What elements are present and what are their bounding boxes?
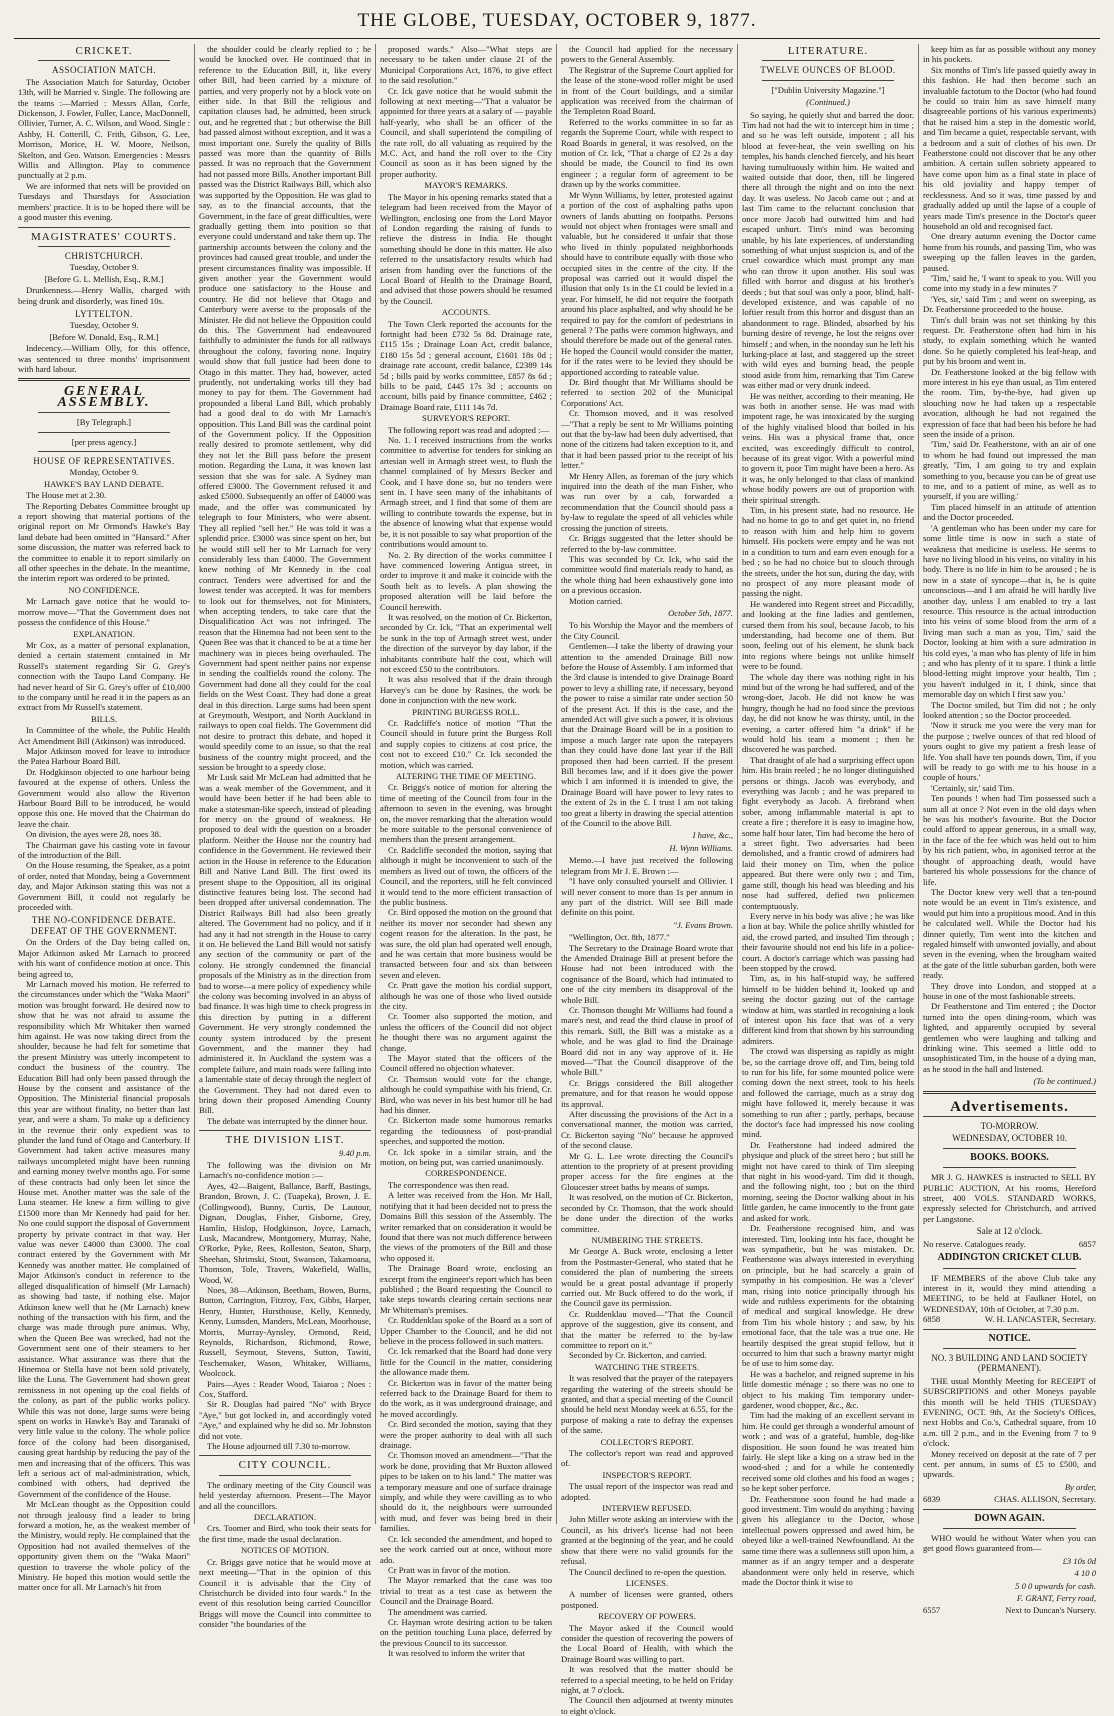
paragraph: It was resolved to inform the writer that: [388, 1648, 525, 1659]
subheading-mayors-remarks: MAYOR'S REMARKS.: [424, 180, 508, 191]
section-heading-general-assembly: GENERAL ASSEMBLY.: [57, 384, 151, 410]
paragraph: keep him as far as possible without any money in his pockets.: [923, 44, 1096, 65]
subheading-declaration: DECLARATION.: [253, 1512, 317, 1523]
paragraph: On the Orders of the Day being called on, Major Atkinson asked Mr Larnach to proceed with his want of confidence motion at once. This being agreed to,: [18, 937, 190, 979]
subheading-no-confidence: NO CONFIDENCE.: [68, 584, 140, 595]
paragraph: Sir R. Douglas had paired "No" with Bryce "Aye," but got locked in, and accordingly voted "Aye," and explained why he did so. Mr Johnston did not vote.: [199, 1399, 371, 1441]
ad-address: Next to Duncan's Nursery.: [1005, 1605, 1096, 1616]
paragraph: Cr. Briggs suggested that the letter should be referred to the by-law committee.: [561, 533, 733, 554]
paragraph: Dr. Featherstone had indeed admired the physique and pluck of the street hero ; but still he might not have cared to think of Tim sleeping that night in his wood-yard. Tim did it though, and the following night, too ; but on the third morning, seeing the Doctor walking about in his little garden, he came innocently to the front gate and asked for work.: [742, 1139, 914, 1223]
section-heading-city-council: CITY COUNCIL.: [238, 1459, 332, 1472]
subheading-altering: ALTERING THE TIME OF MEETING.: [396, 771, 536, 782]
ad-building-text: THE usual Monthly Meeting for RECEIPT of SUBSCRIPTIONS and other Moneys payable this month will be held THIS (TUESDAY) EVENING, OCT. 9th, At the Society's Offices, next Hobbs and Co.'s, Cathedral square, from 10 a.m. till 2 p.m., and in the Evening from 7 to 9 o'clock.: [923, 1375, 1096, 1449]
paragraph: He was neither, according to their meaning. He was both in another sense. He was mad with impotent rage, he was intoxicated by the surging of the highly vitalised blood that boiled in his veins. His was a physical frame that, once excited, was exceedingly difficult to control, because of its great vigor. With a powerful mind to govern it, poor Tim might have been a hero. As it was, he only belonged to that class of mankind whose bodily powers are out of proportion with their spiritual strength.: [742, 390, 914, 505]
paragraph: Crs. Toomer and Bird, who took their seats for the first time, made the usual declaration.: [199, 1523, 371, 1544]
paragraph: proposed wards." Also—"What steps are necessary to be taken under clause 21 of the Municipal Corporations Act, 1876, to give effect to the said resolution.": [380, 44, 552, 86]
paragraph: He was a bachelor, and reigned supreme in his little domestic ménage ; so there was no one to object to his making Tim temporary under-gardener, wood chopper, &c., &c.: [742, 1368, 914, 1410]
divider: [18, 227, 190, 228]
subheading-christchurch: CHRISTCHURCH.: [64, 250, 144, 261]
paragraph: The Doctor smiled, but Tim did not ; he only looked attention ; so the Doctor proceeded.: [923, 699, 1096, 720]
paragraph: Six months of Tim's life passed quietly away in this fashion. He had then become such an invaluable factotum to the Doctor (who had found he could so train him as save himself many disagreeable portions of his various experiments) that he raised him a step in the domestic world, and Tim became a quiet, respectable servant, with a bedroom and a suit of clothes of his own. Dr Featherstone could not discover that he any other ambition. A certain sullen sobriety appeared to have come upon him as a final state in place of his old joviality and happy temper of recklessness. And so it was, time passed by and gradually added up until the lapse of a couple of years made Tim's presence in the Doctor's queer household an old and recognised fact.: [923, 64, 1096, 231]
paragraph: Mr George A. Buck wrote, enclosing a letter from the Postmaster-General, who stated that he considered the plan of numbering the streets would be a great postal advantage if properly carried out. Mr Buck offered to do the work, if the Council gave its permission.: [561, 1246, 733, 1309]
paragraph: Cr. Briggs considered the Bill altogether premature, and for that reason he would oppose its approval.: [561, 1077, 733, 1109]
ad-by-order: By order,: [1064, 1481, 1096, 1492]
paragraph: The Reporting Debates Committee brought up a report showing that material portions of the original report on Mr Ormond's Hawke's Bay land debate had been omitted in "Hansard." After some discussion, the matter was referred back to the committee to enable it to report similarly on all other speeches in the debate. In the meantime, the interim report was ordered to be printed.: [18, 500, 190, 584]
subheading-lyttelton: LYTTELTON.: [75, 308, 133, 319]
divider: [38, 60, 170, 61]
paragraph: Cr. Bird opposed the motion on the ground that neither its mover nor seconder had shewn any cogent reason for the alteration. In the past, he was sure, the old plan had operated well enough, and he was certain that more business would be transacted between four and six than between seven and eleven.: [380, 907, 552, 980]
story-title: TWELVE OUNCES OF BLOOD.: [760, 65, 896, 76]
paragraph: Cr. Ick gave notice that he would submit the following at next meeting—"That a valuator be appointed for three years at a salary of — payable half-yearly, who shall be an officer of the Council, and shall superintend the compiling of the rate roll, do all valuating as required by the M.C. Act, and hand the roll over to the City Council as soon as it has been signed by the proper authority.: [380, 85, 552, 179]
ad-price: 4 10 0: [1074, 1568, 1096, 1579]
telegram-signature: "J. Evans Brown.: [673, 919, 733, 930]
divider: [199, 1455, 371, 1456]
paragraph: "Wellington, Oct. 8th, 1877.": [569, 932, 670, 943]
paragraph: No. 1. I received instructions from the works committee to advertise for tenders for sinking an artesian well in Armagh street west, to flush the channel complained of by Messrs Becker and Cook, and I have done so, but no tenders were sent in. I have seen many of the inhabitants of Armagh street, and I find that some of them are willing to contribute towards the expense, but in the absence of knowing what that expense would be, it is not possible to say what proportion of the contributions would amount to.: [380, 435, 552, 550]
divider: [923, 1329, 1096, 1330]
column-2: [195, 44, 376, 1630]
paragraph: 'Certainly, sir,' said Tim.: [931, 782, 1015, 793]
ad-row: [923, 1314, 1096, 1324]
date-line: Tuesday, October 9.: [69, 320, 139, 331]
ad-down-again-title: DOWN AGAIN.: [974, 1512, 1045, 1524]
paragraph: They drove into London, and stopped at a house in one of the most fashionable streets.: [923, 980, 1096, 1001]
paragraph: It was resolved, on the motion of Cr. Bickerton, seconded by Cr. Thomson, that the work should be done under the direction of the works committee.: [561, 1192, 733, 1234]
paragraph: Major Atkinson moved for leave to introduce the Patea Harbour Board Bill.: [18, 745, 190, 767]
paragraph: Memo.—I have just received the following telegram from Mr J. E. Brown :—: [561, 855, 733, 876]
paragraph: 'Tim,' said Dr. Featherstone, with an air of one to whom he had found out impressed the man greatly, 'Tim, I am going to try and explain something to you, because you can be of great use to me, and to a patient of mine, as well as to yourself, if you are willing.': [923, 439, 1096, 502]
ad-to-morrow: TO-MORROW.: [980, 1121, 1039, 1132]
divider: [38, 412, 170, 413]
paragraph: Cr. Hayman wrote desiring action to be taken on the petition touching Luna place, deferred by the previous Council to its successor.: [380, 1616, 552, 1648]
paragraph: The Mayor in his opening remarks stated that a telegram had been received from the Mayor of Wellington, enclosing one from the Lord Mayor of London regarding the raising of funds to relieve the distress in India. He thought something should be done in this matter. He also referred to the unsatisfactory results which had arisen from handing over the functions of the Local Board of Health to the Drainage Board, and advised that those powers should be resumed by the Council.: [380, 191, 552, 306]
paragraph: It was resolved that the matter should be referred to a special meeting, to be held on Friday night, at 7 o'clock.: [561, 1664, 733, 1695]
ad-row: [923, 1239, 1096, 1249]
letter-signature: H. Wynn Williams.: [669, 842, 733, 853]
paragraph: One dreary autumn evening the Doctor came home from his rounds, and passing Tim, who was sweeping up the fallen leaves in the garden, paused.: [923, 231, 1096, 273]
subheading-watching: WATCHING THE STREETS.: [594, 1361, 700, 1372]
paragraph: The Registrar of the Supreme Court applied for the lease of the stone-wood roller might be used in front of the Court buildings, and a similar application was received from the chairman of the Templeton Road Board.: [561, 64, 733, 117]
paragraph: Tim, in his present state, had no resource. He had no home to go to and get quiet in, no friend to reason with him and help him to govern himself. His pockets were empty and he was not in a condition to turn and earn even enough for a bed ; so he had no choice but to slouch through the streets, under the hot sun, during the day, with no prospect of any more pleasant mode of passing the night.: [742, 505, 914, 599]
paragraph: A number of licenses were granted, others postponed.: [561, 1589, 733, 1610]
before-line: [Before G. L. Mellish, Esq., R.M.]: [44, 273, 164, 284]
paragraph: To his Worship the Mayor and the members of the City Council.: [561, 620, 733, 641]
ad-signature: W. H. LANCASTER, Secretary.: [984, 1314, 1096, 1325]
paragraph: Tim had the making of an excellent servant in him. He could get through a wonderful amount of work ; and was of a grateful, humble, dog-like disposition. He soon found he was treated him fairly. He slept like a king on a straw bed in the wood-shed ; and for a while he contentedly received some old clothes and his food as wages ; so he kept sober perforce.: [742, 1410, 914, 1494]
paragraph: 'Yes, sir,' said Tim ; and went on sweeping, as Dr. Featherstone proceeded to the house.: [923, 293, 1096, 315]
ad-row: [923, 1605, 1096, 1615]
paragraph: It was resolved, on the motion of Cr. Bickerton, seconded by Cr. Ick, "That an experimental well be sunk in the top of Armagh street west, under the direction of the surveyor by day labor, if the inhabitants contribute half the cost, which will not exceed £50 to the contributors.: [380, 611, 552, 674]
section-heading-cricket: CRICKET.: [75, 45, 133, 57]
ad-addington-text: IF MEMBERS of the above Club take any interest in it, would they mind attending a MEETING, to be held at Faulkner Hotel, on WEDNESDAY, 10th of October, at 7.30 p.m.: [923, 1272, 1096, 1314]
paragraph: Cr Pratt was in favor of the motion.: [388, 1564, 511, 1575]
ad-down-text: WHO would be without Water when you can get good flows guaranteed from—: [923, 1533, 1096, 1554]
paragraph: No. 2. By direction of the works committee I have commenced lowering Antigua street, in order to improve it and make it coincide with the South belt as to levels. A plan showing the proposed alteration will be laid before the Council herewith.: [380, 549, 552, 612]
paragraph: It was resolved that the prayer of the ratepayers regarding the watering of the streets should be granted, and that a special meeting of the Council should be held next Monday week at 6.55, for the purpose of making a rate to defray the expenses of the same.: [561, 1373, 733, 1436]
divider: [38, 451, 170, 452]
subheading-association-match: ASSOCIATION MATCH.: [51, 65, 156, 76]
column-1: [14, 44, 195, 1593]
ad-signature: CHAS. ALLISON, Secretary.: [994, 1494, 1096, 1505]
divider: [762, 80, 894, 81]
paragraph: the shoulder could be clearly replied to ; he would be knocked over. He continued that in reference to the Education Bill, it, like every other Bill, had been carried by a mixture of parties, and very properly not by a block vote on either side. In that Bill the religious and capitation clauses had, he admitted, been struck out, and he regretted that ; but otherwise the Bill had passed almost without exception, and it was a most important one. Surely the quality of Bills passed was more than the quantity of Bills passed. It was no reproach that the Government had not passed more Bills. Another important Bill passed was the District Railways Bill, which also was supported by the Opposition. He was glad to say, as to the financial accounts, that the Government, in the face of great difficulties, were gradually getting them into position so that everyone could understand and take them up. The partnership accounts between the colony and the provinces had caused great trouble, and under the present circumstances finality was impossible. If given another year the Government would produce one satisfactory to the House and country. He did not believe that Otago and Canterbury were averse to the proposals of the Minister. He did not believe the Opposition could do this. The Government had endeavoured faithfully to administer the funds for all railways throughout the colony, favoring none. Inquiry would show that full justice had been done to Otago in this matter. They had, however, acted prudently, not undertaking works till they had money to pay for them. The Government had propounded a liberal Land Bill, which probably had a good deal to do with Mr Larnach's opposition. This Land Bill was the cardinal point of the Government policy. If the Opposition really desired to promote settlement, why did they not let the Bill pass before the present motion. Regarding the Luna, it was known last session that she was for sale. A Sydney man offered £3000. The Government refused it and asked £5000. Subsequently an offer of £4000 was made, and the offer was communicated by telegraph to four Ministers, who were absent. They all replied "sell her." He was told it was a splendid price. £3000 was since spent on her, but he would still sell her to Mr Larnach for very considerably less than £4000. The Government knew nothing of Mr Kennedy in the coal contract. Tenders were advertised for and the lowest tender was accepted. It was for members to look out for themselves, not for Ministers, when accepting tenders, to take care that the Disqualification Act was not infringed. The reason that the Hinemoa had not been sent to the Queen Bee was that it chanced to be at a time her machinery was in pieces being overhauled. The Government had spent neither pains nor expense in sending the coalfields round the colony. The Government had done all they could for the coal fields on the West Coast. They had done a great deal in this direction. Large sums had been spent at Greymouth, Westport, and North Auckland in railways to open coal fields. The Government did not desire to protract this debate, and hoped it would speedily come to an issue, so that the real business of the country might proceed, and the session be brought to a speedy close.: [199, 44, 371, 773]
column-5: [738, 44, 919, 1587]
ad-sale-time: Sale at 12 o'clock.: [976, 1226, 1043, 1237]
paragraph: The Mayor stated that the officers of the Council offered no objection whatever.: [380, 1053, 552, 1074]
paragraph: Dr. Featherstone soon found he had made a good investment. Tim would do anything ; having given his allegiance to the Doctor, whose intellectual powers oppressed and awed him, he obeyed like a well-trained Newfoundland. At the same time there was a sullenness still upon him, a manner as if an angry temper and a desperate abandonment were only held in reserve, which made the Doctor think it wise to: [742, 1493, 914, 1587]
paragraph-pairs: Pairs—Ayes : Reader Wood, Taiaroa ; Noes : Cox, Stafford.: [199, 1378, 371, 1399]
paragraph: The House met at 2.30.: [26, 490, 107, 501]
paragraph: Mr G. L. Lee wrote directing the Council's attention to the propriety of at present providing proper access for the fire engines at the Gloucester street baths by means of sumps.: [561, 1150, 733, 1192]
paragraph: Cr. Ick remarked that the Board had done very little for the Council in the matter, considering the allowance made them.: [380, 1346, 552, 1378]
paragraph: On division, the ayes were 28, noes 38.: [26, 829, 162, 840]
paragraph: Every nerve in his body was alive ; he was like a lion at bay. While the police shrilly whistled for aid, the crowd parted, and insulted Tim through ; their favourite should not end his life in a police-court. A doctor's carriage which was passing had been stopped by the crowd.: [742, 910, 914, 973]
ad-number: 6857: [1078, 1238, 1096, 1249]
paragraph: On the House resuming, the Speaker, as a point of order, noted that Monday, being a Government day, and Major Atkinson stating this was not a Government Bill, it could not regularly be proceeded with.: [18, 860, 190, 913]
paragraph: the Council had applied for the necessary powers to the General Assembly.: [561, 44, 733, 65]
subheading-correspondence: CORRESPONDENCE.: [425, 1168, 507, 1179]
paragraph: The Mayor remarked that the case was too trivial to treat as a test case as between the Council and the Drainage Board.: [380, 1575, 552, 1607]
paragraph: Cr. Thomson moved an amendment—"That the work be done, providing that Mr Buxton allowed pipes to be taken on to his land." The matter was a temporary measure and one of surface drainage simply, and while they were cavilling as to who should do it, the neighbours were surrounded with mud, and fever was being bred in their families.: [380, 1450, 552, 1534]
paragraph: Cr. Toomer also supported the motion, and unless the officers of the Council did not object he thought there was no argument against the change.: [380, 1011, 552, 1053]
before-line: [Before W. Donald, Esq., R.M.]: [49, 331, 159, 342]
paragraph: Gentlemen—I take the liberty of drawing your attention to the amended Drainage Bill now before the House of Assembly. I am informed that the 3rd clause is intended to give Drainage Board power to levy a shilling rate, if necessary, beyond the power to raise a similar rate under section 50 of the present Act. If this is the case, and the amended Act will give such a power, it is obvious that the Drainage Board will be in a position to impose a much larger rate upon the ratepayers than they could have done last year if the Bill proposed then had been carried. If the present Bill becomes law, and if it does give the power which I am informed it is intended to give, the Drainage Board will have power to levy rates to the extent of 2s in the £. I trust I am not taking too great a liberty in drawing the special attention of the Council to the above Bill.: [561, 641, 733, 829]
paragraph: 'Now it struck me you were the very man for the purpose ; twelve ounces of that red blood of yours ought to give my patient a fresh lease of life. You shall have ten pounds down, Tim, if you will be ready to go with me to his house in a couple of hours.': [923, 720, 1096, 783]
paragraph: Dr Featherstone and Tim entered ; the Doctor turned into the open dining-room, which was lighted, and apparently occupied by several gentlemen who were laughing and talking and drinking wine. This seemed a little odd to unsophisticated Tim, in the house of a dying man, as he stood in the hall and listened.: [923, 1001, 1096, 1074]
paragraph: Drunkenness.—Henry Wallis, charged with being drunk and disorderly, was fined 10s.: [18, 285, 190, 306]
paragraph: The Association Match for Saturday, October 13th, will be Married v. Single. The following are the teams :—Married : Messrs Allan, Corfe, Dickenson, J. Fowler, Fuller, Lance, MacDonnell, Ollivier, Turner, A. C. Wilson, and Wood. Single : Ashby, H. Cotterill, C. Frith, Gibson, G. Lee, Morrison, Morice, H. W. Moore, Neilson, Skelton, and Geo. Watson. Emergencies : Messrs Willis and Allington. Play to commence punctually at 2 p.m.: [18, 76, 190, 181]
paragraph: Motion carried.: [569, 595, 623, 606]
paragraph: The Chairman gave his casting vote in favour of the introduction of the Bill.: [18, 839, 190, 861]
subheading-recovery: RECOVERY OF POWERS.: [598, 1611, 696, 1622]
paragraph: Tim placed himself in an attitude of attention and the Doctor proceeded.: [923, 501, 1096, 523]
paragraph: The following was the division on Mr Larnach's no-confidence motion :—: [199, 1160, 371, 1181]
divider: [199, 1130, 371, 1131]
paragraph: He wandered into Regent street and Piccadilly, and looking at the fine ladies and gentlemen, cursed them from his soul, because Jacob, to his understanding, had become one of them. But soon, feeling out of his element, he slunk back into regions where beings not unlike himself were to be found.: [742, 598, 914, 672]
ad-building-title: NO. 3 BUILDING AND LAND SOCIETY (PERMANENT).: [931, 1352, 1088, 1374]
paragraph: Mr Lusk said Mr McLean had admitted that he was a weak member of the Government, and it would have been better if he had been able to make a statesman-like speech, instead of pleading for mercy on the ground of weakness. He proposed to deal with the question on a broader platform. Neither the House nor the country had confidence in the Government. He reviewed their action in the House in reference to the Education Bill and Native Land Bill. The first owed its present shape to the Opposition, all its original distinctive features being lost. The second had been dropped after universal condemnation. The District Railways Bill had also been greatly altered. The Government had no policy, and if it had any it had not strength in the House to carry it on. He believed the Land Bill would not satisfy any section of the community or part of the colony. He strongly condemned the financial proposals of the Ministry as in the direction from bad to worse—a mere policy of expediency while the colony was becoming involved in an abyss of bad finance. It was high time to check progress in this direction by putting in a different Government. He very strongly condemned the county system introduced by the present Government, and the manner they had administered it. In Auckland the system was a complete failure, and main roads were falling into a lamentable state of decay through the neglect of the Government. They had not dared even to bring down their proposed Amending County Bill.: [199, 772, 371, 1116]
ad-number: 6839: [923, 1494, 941, 1505]
divider: [943, 1268, 1076, 1269]
ad-price: £3 10s 0d: [1062, 1555, 1096, 1566]
ad-row: [923, 1494, 1096, 1504]
paragraph: Cr. Ick seconded the amendment, and hoped to see the work carried out at once, without more ado.: [380, 1533, 552, 1565]
paragraph-noes: Noes, 38—Atkinson, Beetham, Bowen, Burns, Button, Carrington, Fitzroy, Fox, Gibbs, Harper, Henry, Hunter, Hursthouse, Kelly, Kennedy, Kenny, Lumsden, Manders, McLean, Moorhouse, Morris, Murray-Aynsley, Ormond, Reid, Reynolds, Richardson, Richmond, Rowe, Russell, Seymour, Stevens, Sutton, Tawiti, Teschemaker, Wason, Whitaker, Williams, Woolcock.: [199, 1284, 371, 1379]
ad-building-text-2: Money received on deposit at the rate of 7 per cent. per annum, in sums of £5 to £500, and upwards.: [923, 1448, 1096, 1480]
divider: [923, 1509, 1096, 1510]
time-line: 9.40 p.m.: [339, 1147, 371, 1158]
subheading-surveyor: SURVEYOR'S REPORT.: [421, 413, 511, 424]
date-line: Tuesday, October 9.: [69, 262, 139, 273]
paragraph: Referred to the works committee in so far as regards the Supreme Court, while with respect to Road Boards in general, it was resolved, on the motion of Cr. Ick, "That a charge of £2 2s a day should be made, the Council to find its own engineer ; a regular form of agreement to be drawn up by the works committee.: [561, 116, 733, 190]
paragraph: In Committee of the whole, the Public Health Act Amendment Bill (Atkinson) was introduced.: [18, 725, 190, 746]
ad-reserve: No reserve. Catalogues ready.: [923, 1238, 1026, 1249]
paragraph: After discussing the provisions of the Act in a conversational manner, the motion was carried, Cr. Bickerton saying "No" because he approved of the second clause.: [561, 1109, 733, 1151]
subheading-explanation: EXPLANATION.: [73, 628, 135, 639]
subheading-interview: INTERVIEW REFUSED.: [602, 1503, 692, 1514]
masthead-rule: [14, 38, 1100, 39]
letter-date: October 5th, 1877.: [668, 607, 733, 618]
double-rule: [18, 378, 190, 381]
letter-closing: I have, &c.,: [692, 830, 733, 841]
ad-notice-title: NOTICE.: [988, 1332, 1031, 1344]
paragraph: Cr. Ruddenklau spoke of the Board as a sort of Upper Chamber to the Council, and he did not believe in the process followed in such matters.: [380, 1315, 552, 1346]
paragraph: Cr. Thomson thought Mr Williams had found a mare's nest, and read the third clause in proof of this remark. Still, the Bill was a mistake as a whole, and he was glad to find the Drainage Board did not in any way approve of it. He moved—"That the Council disapprove of the whole Bill.": [561, 1004, 733, 1078]
ad-number: 6858: [923, 1314, 941, 1325]
paragraph: A letter was received from the Hon. Mr Hall, notifying that it had been decided not to press the Domains Bill this session of the Assembly. The writer remarked that on consideration it would be found that there was not much difference between the views of the promoters of the Bill and those who opposed it.: [380, 1190, 552, 1263]
ad-number: 6557: [923, 1605, 941, 1616]
telegraph-line: [By Telegraph.]: [76, 417, 132, 428]
double-rule: [923, 1091, 1096, 1094]
divider: [923, 1116, 1096, 1117]
paragraph: The Drainage Board wrote, enclosing an excerpt from the engineer's report which has been published ; the Board requesting the Council to take steps towards clearing certain sections near Mr Whiteman's premises.: [380, 1263, 552, 1315]
paragraph: Cr. Bird seconded the motion, saying that they were the proper authority to deal with all such drainage.: [380, 1419, 552, 1451]
paragraph: Cr. Ruddenklau moved—"That the Council approve of the suggestion, give its consent, and that the matter be referred to the by-law committee to report on it.": [561, 1308, 733, 1350]
paragraph: The House adjourned till 7.30 to-morrow.: [207, 1441, 351, 1452]
subheading-numbering: NUMBERING THE STREETS.: [591, 1234, 703, 1245]
paragraph: Dr. Hodgkinson objected to one harbour being favoured at the expense of others. Unless the Government would also allow the Riverton Harbour Board Bill to be introduced, he would oppose this one. He moved that the Chairman do leave the chair.: [18, 766, 190, 829]
subheading-house: HOUSE OF REPRESENTATIVES.: [33, 456, 175, 466]
paragraph-ayes: Ayes, 42—Baigent, Ballance, Barff, Bastings, Brandon, Brown, J. C. (Tuapeka), Brown, J. E. (Collingwood), Bunny, Curtis, De Lautour, Dignan, Douglas, Fisher, Gisborne, Grey, Hamlin, Hislop, Hodgkinson, Joyce, Larnach, Lusk, Macandrew, Montgomery, Murray, Nahe, O'Rorke, Pyke, Rees, Rolleston, Seaton, Sharp, Sheehan, Shrimski, Stout, Swanson, Takamoana, Thomson, Tole, Travers, Wakefield, Wallis, Wood, W.: [199, 1180, 371, 1285]
date-line: Monday, October 9.: [69, 467, 139, 478]
paragraph: The Town Clerk reported the accounts for the fortnight had been £732 5s 8d. Drainage rate, £115 15s ; Drainage Loan Act, credit balance, £180 15s 5d ; general account, £1601 18s 0d ; drainage rate account, credit balance, £2389 14s 5d ; bills paid by works committee, £857 8s 6d ; bills to be paid, £445 17s 3d ; accounts on account, bills paid by finance committee, £462 ; Drainage Board rate, £111 14s 7d.: [380, 318, 552, 412]
section-heading-literature: LITERATURE.: [787, 45, 869, 57]
subheading-notices: NOTICES OF MOTION.: [240, 1545, 330, 1556]
paragraph: "I have only consulted yourself and Ollivier. I will never consent to more than 1s per annum in any part of the district. Will see Bill made definite on this point.: [561, 876, 733, 918]
paragraph: The Secretary to the Drainage Board wrote that the Amended Drainage Bill at present before the House had not been introduced with the cognisance of the Board, which had intimated to one of the city members its disapproval of the whole Bill.: [561, 942, 733, 1005]
paragraph: The whole day there was nothing right in his mind but of the wrong he had suffered, and of the wrong-doer, Jacob. He did not know he was hungry, though he had no food since the previous day, he did not know he was thirsty, until, in the evening, a carter offered him "a drink" if he would hold his team a moment ; then he discovered he was parched.: [742, 671, 914, 755]
divider: [943, 1167, 1076, 1168]
story-source: ["Dublin University Magazine."]: [771, 84, 885, 95]
paragraph: Mr McLean thought as the Opposition could not through jealousy find a leader to bring forward a motion, he, as the weakest member of the Ministry, would reply. He complained that the Opposition had not availed themselves of the opportunity given them on the "Waka Maori" question to traverse the whole policy of the Ministry. He hoped this motion would settle the matter once for all. Mr Larnach's hit from: [18, 1499, 190, 1593]
paragraph: Cr. Briggs's notice of motion for altering the time of meeting of the Council from four in the afternoon to seven in the evening, was brought on, the mover remarking that the alteration would be more suitable to the personal convenience of members than the present arrangement.: [380, 782, 552, 845]
to-be-continued: (To be continued.): [1033, 1076, 1096, 1087]
paragraph: The correspondence was then read.: [388, 1179, 509, 1190]
paragraph: The collector's report was read and approved of.: [561, 1448, 733, 1469]
paragraph: Tim's dull brain was not set thinking by this request. Dr. Featherstone often had him in his study, to explain something which he wanted done. So he quietly completed his leaf-heap, and put by his broom and went in.: [923, 314, 1096, 367]
paragraph: Seconded by Cr. Bickerton, and carried.: [569, 1350, 707, 1361]
subheading-bills: BILLS.: [90, 713, 118, 724]
paragraph: Tim, as, in his half-stupid way, he suffered himself to be hidden behind it, looked up and seeing the doctor gazing out of the carriage window at him, was startled in recognising a look of interest upon his face that was of a very different kind from that shown by his surrounding admirers.: [742, 973, 914, 1046]
column-3: [376, 44, 557, 1659]
subheading-no-confidence-debate: THE NO-CONFIDENCE DEBATE. DEFEAT OF THE GOVERNMENT.: [30, 915, 177, 936]
section-heading-advertisements: Advertisements.: [950, 1098, 1069, 1115]
paragraph: The following report was read and adopted :—: [388, 424, 550, 435]
column-6: [919, 44, 1100, 1616]
paragraph: Cr. Briggs gave notice that he would move at next meeting—"That in the opinion of this Council it is advisable that the City of Christchurch be divided into four wards." In the event of this resolution being carried Councillor Briggs will move the Council into committee to consider "the boundaries of the: [199, 1556, 371, 1630]
press-agency-line: [per press agency.]: [71, 436, 137, 447]
subheading-inspector: INSPECTOR'S REPORT.: [602, 1469, 692, 1480]
paragraph: The debate was interrupted by the dinner hour.: [207, 1115, 368, 1126]
paragraph: Dr. Featherstone recognised him, and was interested. Tim, looking into his face, thought he was sympathetic, but he was mistaken. Dr. Featherstone was always interested in everything on principle, but he had scarcely a grain of sympathy in his composition. He was a 'clever' man, rising into notice principally through his wide and ruthless experiments for the obtaining of medical and surgical knowledge. He drew from Tim his whole history ; and saw, by his emotional face, that the tale was a true one. He heartily despised the great stupid fellow, but it occurred to him that such a brawny martyr might be of use to him some day.: [742, 1223, 914, 1369]
subheading-printing: PRINTING BURGESS ROLL.: [412, 706, 520, 717]
paragraph: 'Tim,' said he, 'I want to speak to you. Will you come into my study in a few minutes ?': [923, 272, 1096, 294]
paragraph: Ten pounds ! when had Tim possessed such a sum all at once ? Not even in the old days when he was his mother's favourite. But the Doctor could afford to appear generous, in a small way, in the face of the fee which was held out to him by his rich patient, who, in agonised terror at the thought of approaching death, would have bartered his whole possessions for the chance of life.: [923, 793, 1096, 887]
paragraph: Cr. Thomson would vote for the change, although he could sympathise with his friend, Cr. Bird, who was never in his best humor till he had had his dinner.: [380, 1073, 552, 1116]
paragraph: Cr. Thomson moved, and it was resolved—"That a reply be sent to Mr Williams pointing out that the by-law had been duly advertised, that none of the citizens had taken exception to it, and that it had been passed prior to the receipt of his letter.": [561, 408, 733, 471]
paragraph: Indecency.—William Olly, for this offence, was sentenced to three months' imprisonment with hard labour.: [18, 343, 190, 374]
subheading-hawkes-bay: HAWKE'S BAY LAND DEBATE.: [43, 478, 165, 489]
paragraph: Cr. Bickerton was in favor of the matter being referred back to the Drainage Board for them to do the work, as it was underground drainage, and he moved accordingly.: [380, 1377, 552, 1419]
paragraph: The ordinary meeting of the City Council was held yesterday afternoon. Present—The Mayor and all the councillors.: [199, 1479, 371, 1511]
paragraph: The Council then adjourned at twenty minutes to eight o'clock.: [561, 1695, 733, 1716]
paragraph: Cr. Pratt gave the motion his cordial support, although he was one of those who lived outside the city.: [380, 980, 552, 1011]
paragraph: Cr. Ick spoke in a similar strain, and the motion, on being put, was carried unanimously.: [380, 1146, 552, 1168]
ad-signature: F. GRANT, Ferry road,: [1016, 1593, 1096, 1604]
divider: [943, 1528, 1076, 1529]
story-continued: (Continued.): [806, 97, 850, 108]
paragraph: The Doctor knew very well that a ten-pound note would be an event in Tim's existence, and would put him into a propitious mood. And in this he calculated well. While the Doctor had his dinner quietly, Tim went into the kitchen and regaled himself with unwonted jovially, and about seven in the evening, when the brougham waited at the gate of the little suburban garden, both were ready.: [923, 886, 1096, 981]
paragraph: Mr Wynn Williams, by letter, protested against a portion of the cost of asphalting paths upon owners of lands abutting on footpaths. Persons would not object when frontages were small and valuable, but he considered it unfair that those who lived in thinly populated neighborhoods should have to contribute equally with those who occupied sites in the centre of the city. If the proposal was carried out it would dispel the illusion that only 1s in the £1 could be levied in a year. For himself, he did not require the footpath around his place asphalted, and why should he be required to pay for the comfort of pedestrians in general ? The paths were common highways, and should therefore be made out of the general rates. He hoped the Council would consider the matter, for if the rates were to be levied they should be apportioned according to rateable value.: [561, 189, 733, 377]
paragraph: So saying, he quietly shut and barred the door. Tim had not had the wit to intercept him in time ; and so he was left outside, impotent ; all his blood at fever-heat, the vein swelling on his temples, his hands clenched fiercely, and his heart having tumultuously within him. He waited and waited outside that door, then, till he lingered there all through the night and on into the next day. It was useless. No Jacob came out ; and at last Tim came to the reluctant conclusion that once more Jacob had outwitted him and had escaped unhurt. Tim's mind was becoming unable, by his late experiences, of understanding something of what unjust suspicion is, and of the cruel cowardice which must prompt any man who can throw it upon another. His soul was filled with horror and disgust at his brother's deeds ; but that soul was only a poor, blind, half-developed existence, and was capable of no loftier result from this horror and disgust than an abandonment to rage. Blinded, absorbed by his burning desire of revenge, he lost the reigns over himself ; and when, in the noonday sun he left his lurking-place at last, and staggered up the street with wild eyes and burning head, the people stood aside from him, remarking that Tim Carew was either mad or very drunk indeed.: [742, 109, 914, 391]
divider: [38, 246, 170, 247]
divider: [943, 1348, 1076, 1349]
subheading-accounts: ACCOUNTS.: [441, 307, 491, 318]
paragraph: The Council declined to re-open the question.: [569, 1566, 727, 1577]
paragraph: The Mayor asked if the Council would consider the question of recovering the powers of the Local Board of Health, with which the Drainage Board was willing to part.: [561, 1622, 733, 1664]
paragraph: Mr Larnach moved his motion. He referred to the circumstances under which the "Waka Maori" motion was brought forward. He desired now to show that he was not afraid to assume the responsibility which Mr Whitaker then warned him against. He was now taking direct from the shoulder, because he had felt for sometime that the present Ministry was utterly incompetent to conduct the business of the country. The Education Bill had only been passed through the House by the consent and assistance of the Opposition. The Ministerial financial proposals this year are without finality, no better than last year, and were a sham. To make up a deficiency in the revenue their only expedient was to plunder the land fund of Otago and Canterbury. If Government had taken active measures many railways uncompleted might have been running and earning money twelve months ago. For some of these contracts had only been let since the House met. Another matter was the sale of the Luna steamer. He knew a firm willing to give £1500 more than Mr Kennedy had paid for her. No one could support the disposal of Government property by private contract in that way. Her value was never £4000 than £3000. The coal contract entered by the Government with Mr Kennedy was another matter. He complained of Major Atkinson's conduct in reference to the alleged disqualification of himself (Mr Larnach) as showing bad taste, if nothing else. Major Atkinson knew well that he (Mr Larnach) knew nothing of the transaction with his firm, and the charge was made through pure animus. Why, when the Queen Bee was wrecked, had not the Government sent one of their steamers to her assistance. What assurance was there that the Hinemoa or Stella have not been sold privately, like the Luna. The Government had shown great remissness in not opening up the coal fields of the colony, as part of the public works policy. While this was not done, large sums were being spent on works in Hawke's Bay and Taranaki of very little value to the colony. The whole police force of the colony had been disorganised, causing great hardship by reducing the pay of the men and increasing that of the officers. This was left a serious act of mal-administration, which, combined with others, had deprived the Government of the confidence of the House.: [18, 978, 190, 1499]
paragraph: The amendment was carried.: [388, 1606, 488, 1617]
subheading-collector: COLLECTOR'S REPORT.: [600, 1436, 694, 1447]
ad-price: 5 0 0 upwards for cash.: [1015, 1580, 1096, 1591]
paragraph: It was also resolved that if the drain through Harvey's can be done by Rasines, the work be done in conjunction with the new work.: [380, 674, 552, 706]
paragraph: Mr Cox, as a matter of personal explanation, denied a certain statement contained in Mr Russell's statement regarding Sir G. Grey's connection with the Taupo Land Company. He had never heard of Sir G. Grey's offer of £10,000 to the company until he read it in the papers as an extract from Mr Russell's statement.: [18, 639, 190, 713]
paragraph: 'A gentleman who has been under my care for some little time is now in such a state of weakness that medicine is useless. He seems to have no living blood in his veins, no vitality in his body. There is no life in him to be aroused ; he is now in a state of syncope—that is, he is quite unconscious—and I am afraid he will hardly live another day, unless I am enabled to try a last resource. This resource is the actual introduction into his veins of some blood from the arm of a living man such a man as you, Tim,' said the Doctor, looking at him with a sure admiration in his cold eyes, 'a man who has plenty of life in him ; and who has plenty of it to spare. I think a little blood-letting might improve your health, Tim ; you haven't indulged in it, I think, since that memorable day on which I first saw you.': [923, 522, 1096, 700]
paragraph: Cr. Bickerton made some humorous remarks regarding the tediousness of post-prandial speeches, and supported the motion.: [380, 1115, 552, 1147]
paragraph: Cr. Radcliffe's notice of motion "That the Council should in future print the Burgess Roll and supply copies to citizens at cost price, the cost not to exceed £10." Cr. Ick seconded the motion, which was carried.: [380, 718, 552, 770]
paragraph: The usual report of the inspector was read and adopted.: [561, 1481, 733, 1502]
paragraph: Cr. Radcliffe seconded the motion, saying that although it might be inconvenient to such of the members as lived out of town, the officers of the Council, and the reporters, still he felt convinced it would tend to the more efficient transaction of the public business.: [380, 844, 552, 907]
paragraph: John Miller wrote asking an interview with the Council, as his driver's license had not been granted at the beginning of the year, and he could show that there were no valid grounds for the refusal.: [561, 1514, 733, 1567]
section-heading-magistrates: MAGISTRATES' COURTS.: [30, 230, 177, 243]
ad-date: WEDNESDAY, OCTOBER 10.: [952, 1133, 1067, 1144]
page-columns: [14, 44, 1100, 1716]
paragraph: Dr. Featherstone looked at the big fellow with more interest in his eye than usual, as Tim entered the room. Tim, by-the-bye, had given up slouching now he had taken up a respectable avocation, although he had not regained the expression of face that had been his before he had seen the inside of a prison.: [923, 366, 1096, 440]
paragraph: We are informed that nets will be provided on Tuesdays and Thursdays for Association members' practice. It is to be hoped there will be a good muster this evening.: [18, 180, 190, 223]
ad-hawkes-text: MR J. G. HAWKES is instructed to SELL BY PUBLIC AUCTION, At his rooms, Hereford street, 400 VOLS. STANDARD WORKS, expressly selected for Christchurch, and arrived per Langstone.: [923, 1172, 1096, 1224]
paragraph: This was seconded by Cr. Ick, who said the committee would find materials ready to hand, as the whole thing had been exhaustively gone into on a previous occasion.: [561, 553, 733, 596]
paragraph: Mr Henry Allen, as foreman of the jury which inquired into the death of the man Fisher, who was run over by a cab, forwarded a recommendation that the Council should pass a by-law to regulate the speed of all vehicles while crossing the junction of streets.: [561, 470, 733, 533]
section-heading-division-list: THE DIVISION LIST.: [225, 1134, 345, 1147]
paragraph: Dr. Bird thought that Mr Williams should be referred to section 202 of the Municipal Corporations' Act.: [561, 377, 733, 408]
paragraph: Mr Larnach gave notice that he would to-morrow move—"That the Government does not possess the confidence of this House.": [18, 596, 190, 628]
paragraph: The crowd was dispersing as rapidly as might be, so the carriage drove off, and Tim, being told to run for his life, for some mounted police were coming down the next street, took to his heels and followed the carriage, much as a stray dog might have followed it, merely because it was something to run after ; partly, perhaps, because the doctor's face had impressed his now cooling mind.: [742, 1046, 914, 1140]
divider: [219, 1475, 351, 1476]
ad-addington-title: ADDINGTON CRICKET CLUB.: [937, 1252, 1082, 1264]
column-4: [557, 44, 738, 1716]
divider: [943, 1148, 1076, 1149]
divider: [38, 432, 170, 433]
masthead: THE GLOBE, TUESDAY, OCTOBER 9, 1877.: [357, 10, 757, 31]
ad-books-title: BOOKS. BOOKS.: [970, 1151, 1049, 1163]
paragraph: That draught of ale had a surprising effect upon him. His brain reeled ; he no longer distinguished persons or things. Jacob was everybody, and everything was Jacob ; and he was prepared to fight everybody as Jacob. A firebrand when sober, among inflammable material is apt to create a fire ; therefore it is easy to imagine how, some half hour later, Tim had become the hero of a street fight. Two adversaries had been demolished, and a frantic crowd of admirers had laid their money on Tim, when the police appeared. But there were only two ; and Tim, game still, though his head was bleeding and his nose had suffered, defied two policemen contemptuously.: [742, 754, 914, 911]
divider: [762, 60, 894, 61]
subheading-licenses: LICENSES.: [625, 1577, 669, 1588]
